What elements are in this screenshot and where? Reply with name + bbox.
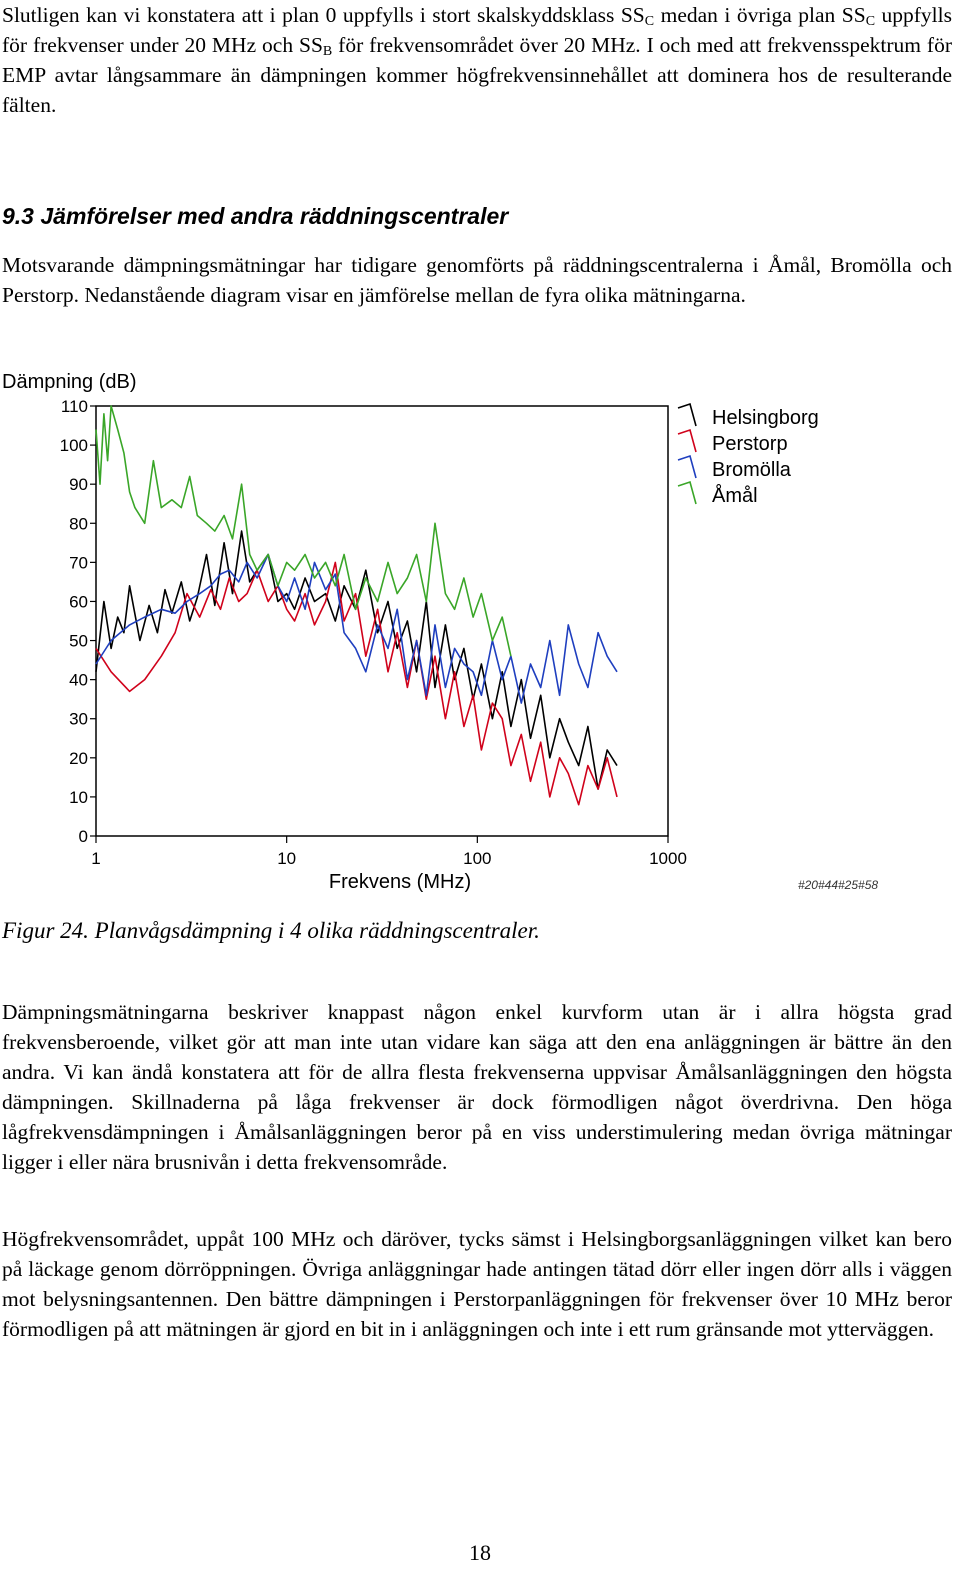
axes <box>60 397 687 868</box>
x-tick-label: 1000 <box>649 849 687 868</box>
y-tick-label: 30 <box>69 709 88 729</box>
intro-comparison-paragraph: Motsvarande dämpningsmätningar har tidigare genomförts på räddningscentralerna i Åmål, Bromölla och Perstorp. Nedanstående diagram visar en jämförelse mellan de fyra olika mätningarna. <box>2 253 952 307</box>
legend-swatch <box>678 404 696 426</box>
figure-code: #20#44#25#58 <box>797 878 879 892</box>
figure-caption: Figur 24. Planvågsdämpning i 4 olika räddningscentraler. <box>2 918 540 943</box>
y-tick-label: 20 <box>69 748 88 768</box>
attenuation-chart <box>0 362 960 902</box>
x-tick-label: 1 <box>91 849 101 868</box>
legend-swatch <box>678 456 696 478</box>
section-heading: 9.3 Jämförelser med andra räddningscentraler <box>2 203 509 229</box>
legend <box>678 404 819 507</box>
chart-svg <box>0 362 960 902</box>
series-line-åmål <box>96 406 511 656</box>
intro-paragraph: Slutligen kan vi konstatera att i plan 0 uppfylls i stort skalskyddsklass $SS_C$ medan i övriga plan $SS_C$ uppfylls för frekvenser under 20 MHz och $SS_B$ för frekvensområdet över 20 MHz. I och med att frekvensspektrum för EMP avtar långsammare än dämpningen kommer högfrekvensinnehållet att dominera hos de resulterande fälten. <box>2 3 952 117</box>
y-tick-label: 80 <box>69 514 88 534</box>
body-paragraph-1: Dämpningsmätningarna beskriver knappast någon enkel kurvform utan är i allra högsta grad frekvensberoende, vilket gör att man inte utan vidare kan säga att den ena anläggningen är bättre än den andra. Vi kan ändå konstatera att för de allra flesta frekvenserna uppvisar Åmålsanläggningen den högsta dämpningen. Skillnaderna på låga frekvenser är dock förmodligen något överdrivna. Den höga lågfrekvensdämpningen i Åmålsanläggningen beror på en viss understimulering medan övriga mätningar ligger i eller nära brusnivån i detta frekvensområde. <box>2 1000 952 1174</box>
y-tick-label: 60 <box>69 592 88 612</box>
y-tick-label: 40 <box>69 670 88 690</box>
y-tick-label: 10 <box>69 787 88 807</box>
x-axis-label: Frekvens (MHz) <box>328 871 472 893</box>
x-tick-label: 10 <box>277 849 297 868</box>
y-tick-label: 70 <box>69 553 88 573</box>
page-number: 18 <box>469 1540 491 1565</box>
legend-swatch <box>678 430 696 452</box>
y-tick-label: 90 <box>69 475 88 495</box>
legend-label: Helsingborg <box>712 407 819 429</box>
series-lines <box>96 406 617 805</box>
y-tick-label: 110 <box>60 397 88 416</box>
series-line-bromölla <box>96 555 617 704</box>
legend-swatch <box>678 482 696 504</box>
legend-label: Bromölla <box>712 459 791 481</box>
x-tick-label: 100 <box>463 849 492 868</box>
body-paragraph-2: Högfrekvensområdet, uppåt 100 MHz och däröver, tycks sämst i Helsingborgsanläggningen vilket kan bero på läckage genom dörröppningen. Övriga anläggningar hade antingen tätad dörr eller ingen dörr alls i väggen mot belysningsantennen. Den bättre dämpningen i Perstorpanläggningen för frekvenser över 10 MHz beror förmodligen på att mätningen är gjord en bit in i anläggningen och inte i ett rum gränsande mot ytterväggen. <box>2 1227 952 1341</box>
legend-label: Åmål <box>712 485 758 507</box>
legend-label: Perstorp <box>712 433 788 455</box>
y-axis-label: Dämpning (dB) <box>2 371 137 393</box>
y-tick-label: 100 <box>59 436 88 456</box>
y-tick-label: 0 <box>78 827 88 846</box>
y-tick-label: 50 <box>69 631 88 651</box>
